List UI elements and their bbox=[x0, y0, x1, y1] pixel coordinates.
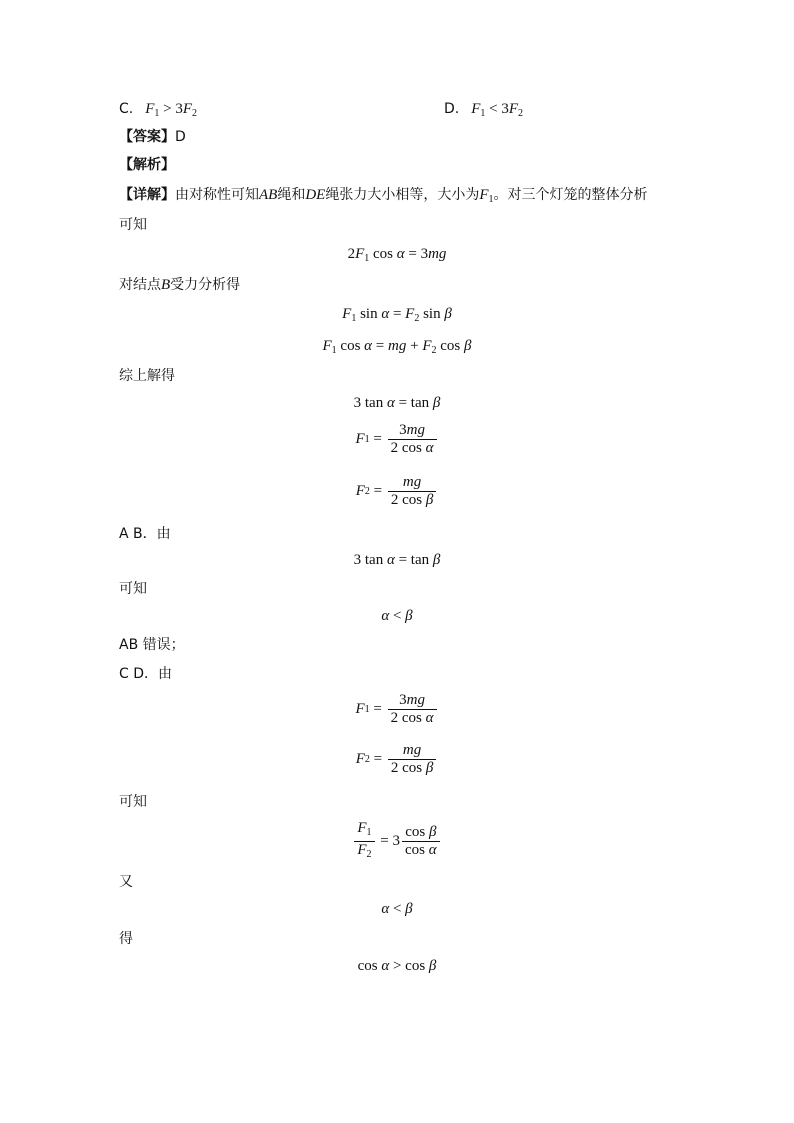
detail-text-1: 由对称性可知 bbox=[175, 187, 259, 203]
option-c-label: C. bbox=[119, 101, 134, 117]
equation-f2-2: F 2 = $\frac{mg}{\text{2 cos β}}$ bbox=[0, 742, 794, 777]
detail-text-3: 绳张力大小相等，大小为 bbox=[325, 187, 480, 203]
detail-text-4: 。对三个灯笼的整体分析 bbox=[493, 187, 648, 203]
equation-vertical: $F_1$ cos α = mg + $F_2$ cos β bbox=[322, 338, 472, 356]
again-line: 又 bbox=[119, 874, 133, 890]
option-d-label: D. bbox=[444, 101, 460, 117]
equation-cos-compare: cos α > cos β bbox=[357, 958, 437, 974]
detail-line-2: 可知 bbox=[119, 217, 147, 233]
symbol-f1: $F_1$ bbox=[479, 187, 494, 205]
cd-intro: C D．由 bbox=[119, 666, 173, 682]
equation-ratio: $\frac{F_1}{F_2}$ = 3 $\frac{\text{cos β}}{\text{cos α}}$ bbox=[0, 820, 794, 863]
node-text-pre: 对结点 bbox=[119, 277, 161, 293]
option-c-formula: $F_1 > 3F_2$ bbox=[145, 101, 197, 119]
node-analysis-line bbox=[119, 276, 240, 294]
equation-tan-2: 3 tan α = tan β bbox=[353, 552, 441, 568]
answer-value: D bbox=[175, 129, 186, 145]
equation-horizontal: $F_1$ $\sin \alpha = F_2$ sin β bbox=[342, 306, 452, 324]
equation-whole-balance: $2F_1$ cos α = 3mg bbox=[347, 246, 447, 264]
node-point: B bbox=[161, 277, 171, 293]
rope-de: DE bbox=[305, 187, 326, 203]
node-text-post: 受力分析得 bbox=[170, 277, 241, 293]
summary-line: 综上解得 bbox=[119, 368, 175, 384]
know-line-1: 可知 bbox=[119, 581, 147, 597]
equation-alpha-lt-beta-1: α < β bbox=[381, 608, 413, 624]
detail-label: 【详解】 bbox=[119, 187, 175, 203]
equation-f2-1: F 2 = $\frac{mg}{\text{2 cos β}}$ bbox=[0, 474, 794, 509]
know-line-2: 可知 bbox=[119, 794, 147, 810]
analysis-label: 【解析】 bbox=[119, 157, 175, 173]
equation-f1-2: F 1 = $\frac{3mg}{\text{2 cos α}}$ bbox=[0, 692, 794, 727]
option-d-formula: $F_1 < 3F_2$ bbox=[471, 101, 523, 119]
answer-label: 【答案】 bbox=[119, 129, 175, 145]
option-c bbox=[119, 100, 197, 123]
detail-text-2: 绳和 bbox=[277, 187, 306, 203]
rope-ab: AB bbox=[259, 187, 278, 203]
equation-alpha-lt-beta-2: α < β bbox=[381, 901, 413, 917]
ab-wrong: AB 错误； bbox=[119, 637, 185, 653]
equation-f1-1: F 1 = $\frac{3mg}{\text{2 cos α}}$ bbox=[0, 422, 794, 457]
get-line: 得 bbox=[119, 931, 133, 947]
option-d bbox=[444, 100, 523, 123]
detail-line bbox=[119, 186, 648, 209]
equation-tan-1: 3 tan α = tan β bbox=[353, 395, 441, 411]
answer-line bbox=[119, 128, 186, 146]
ab-intro: A B．由 bbox=[119, 526, 171, 542]
